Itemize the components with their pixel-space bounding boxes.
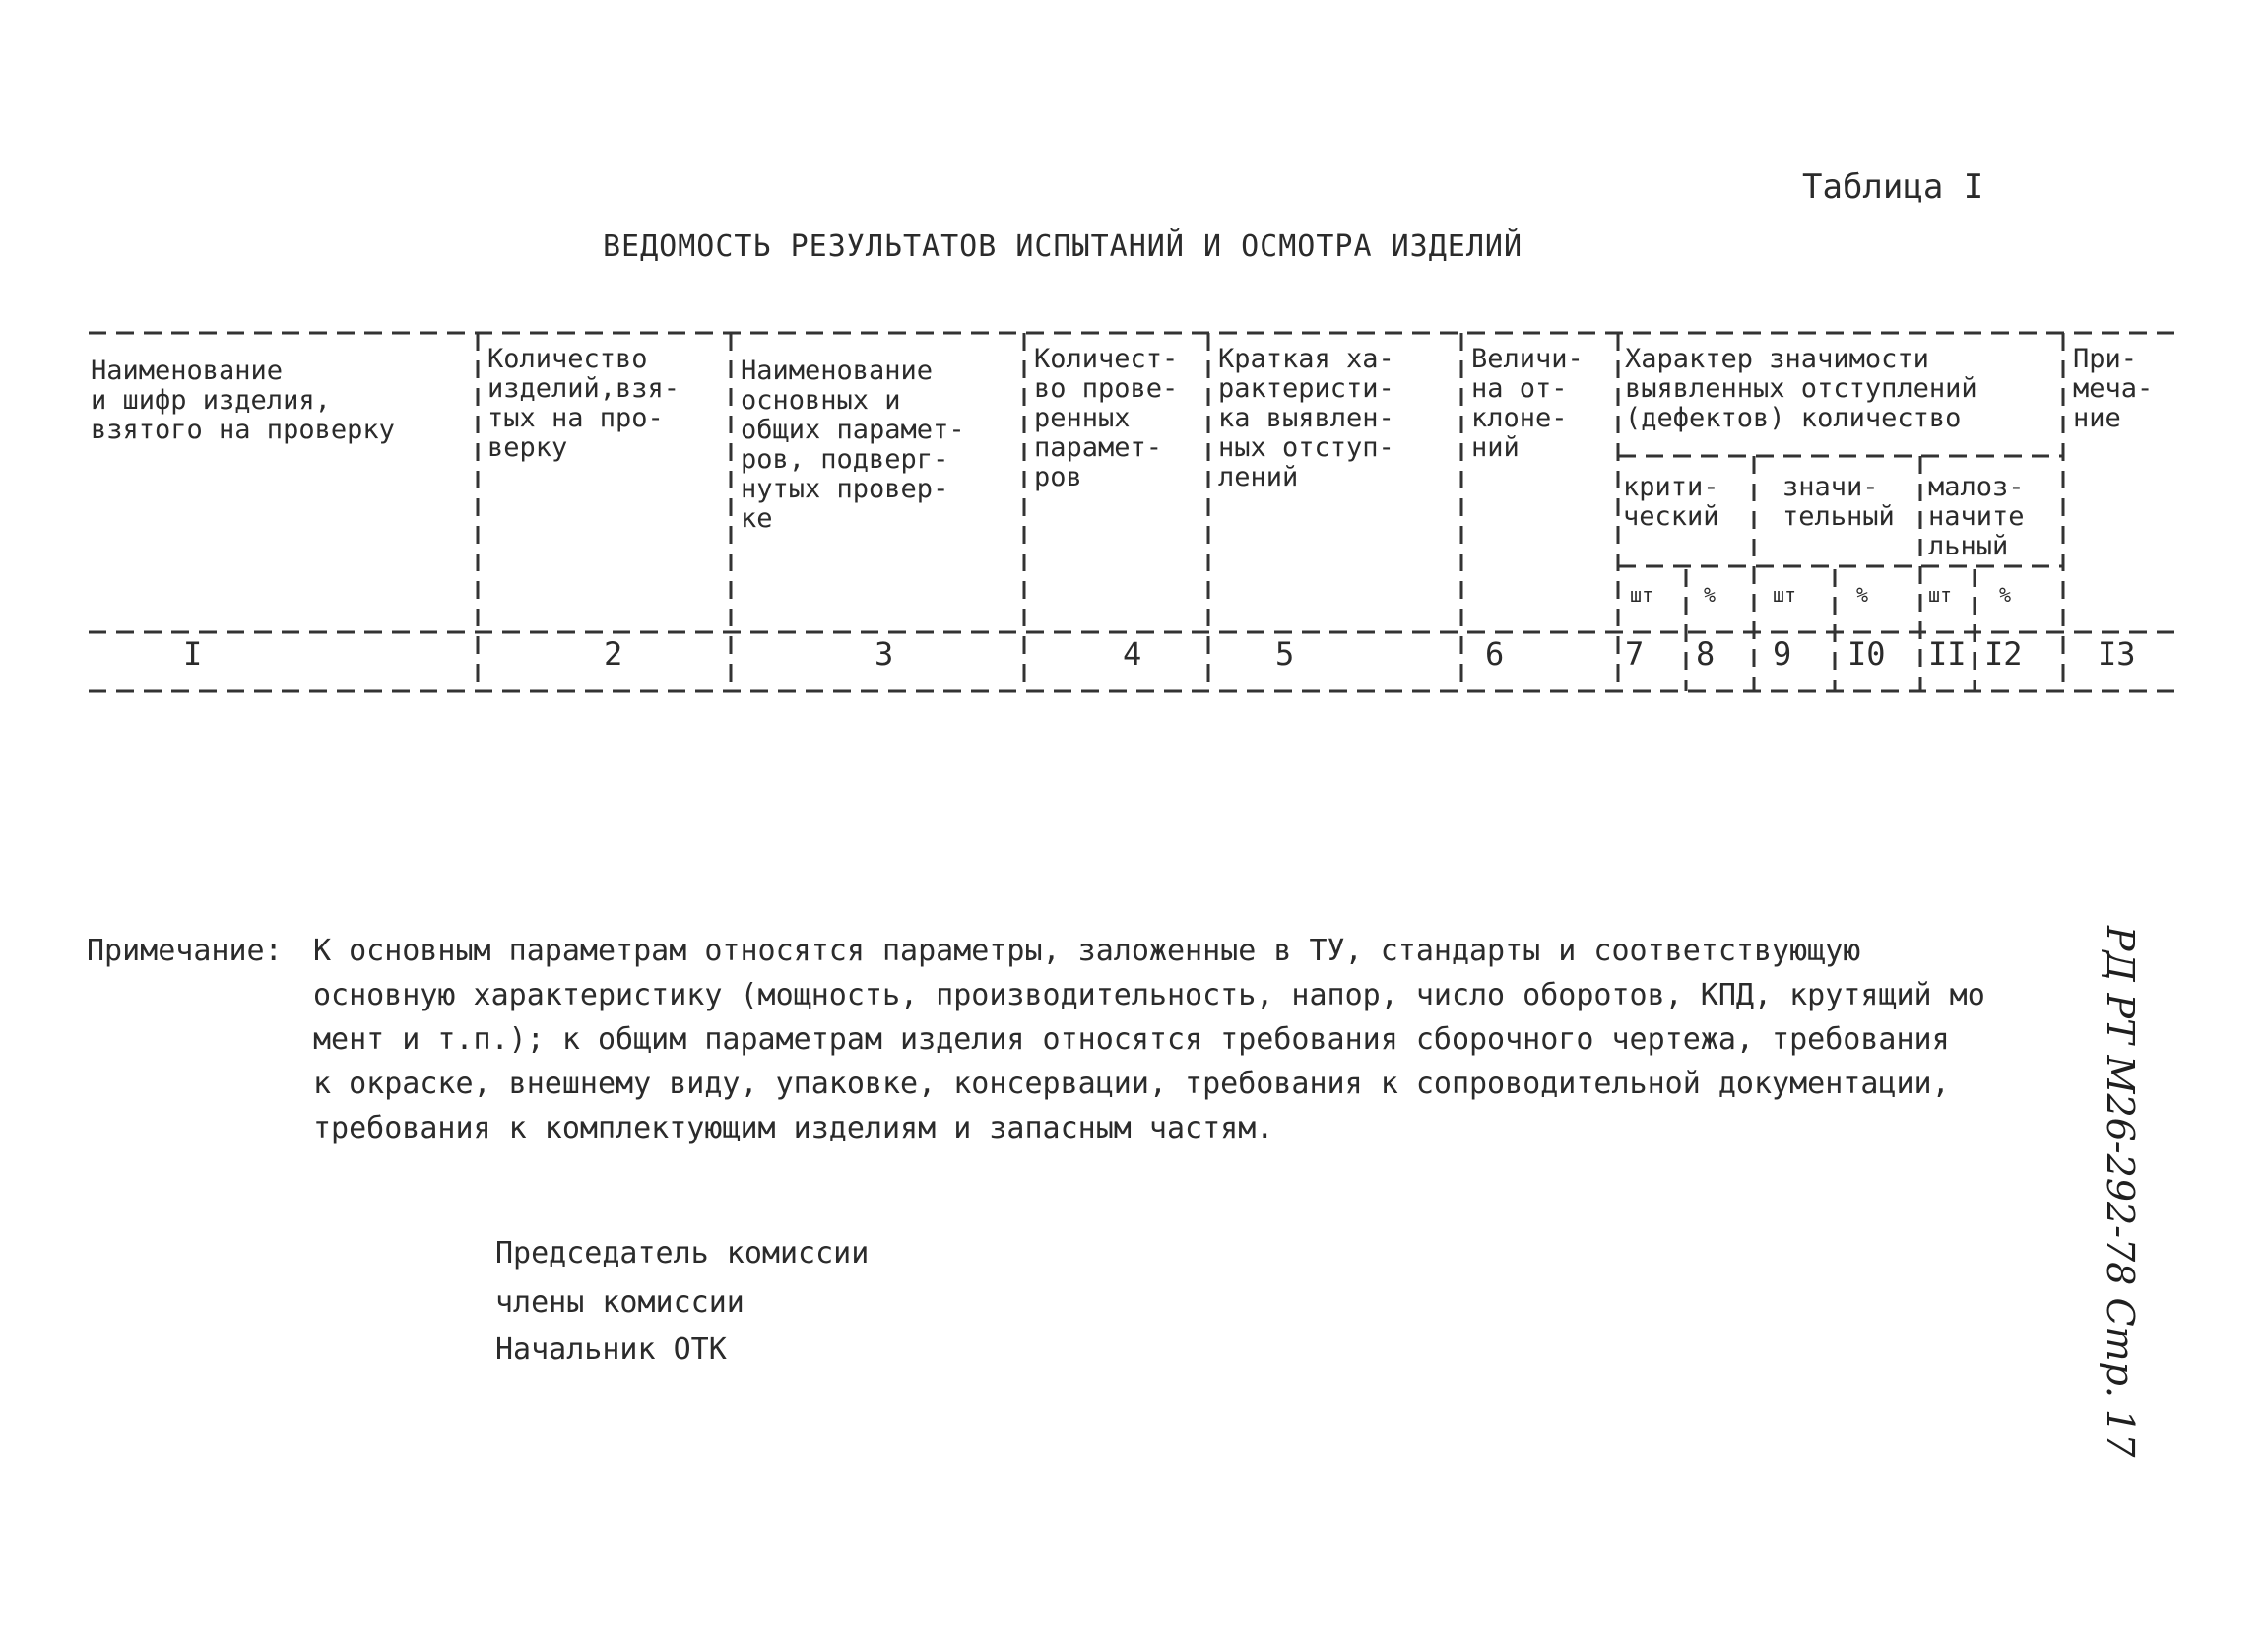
note-line-3: мент и т.п.); к общим параметрам изделия относятся требования сборочного чертежа, требования <box>313 1022 1950 1057</box>
column-number-5: 5 <box>1275 635 1295 673</box>
header-remarks: При- меча- ние <box>2073 344 2154 433</box>
column-number-6: 6 <box>1485 635 1505 673</box>
header-deviations-description: Краткая ха- рактеристи- ка выявлен- ных отступ- лений <box>1218 344 1394 492</box>
unit-percent-minor: % <box>1999 583 2012 607</box>
column-number-8: 8 <box>1696 635 1716 673</box>
unit-percent-critical: % <box>1704 583 1717 607</box>
column-number-2: 2 <box>604 635 623 673</box>
subheader-critical: крити- ческий <box>1623 472 1719 532</box>
header-product-name: Наименование и шифр изделия, взятого на проверку <box>91 356 395 445</box>
header-defect-significance: Характер значимости выявленных отступлений (дефектов) количество <box>1625 344 1977 433</box>
column-number-12: I2 <box>1984 635 2023 673</box>
note-label: Примечание: <box>87 934 283 968</box>
document-code: РД РТ М26-292-78 Стр. 17 <box>2099 926 2142 1458</box>
document-title: ВЕДОМОСТЬ РЕЗУЛЬТАТОВ ИСПЫТАНИЙ И ОСМОТРА ИЗДЕЛИЙ <box>603 229 1523 264</box>
signature-chairman: Председатель комиссии <box>495 1236 870 1270</box>
note-line-4: к окраске, внешнему виду, упаковке, консервации, требования к сопроводительной документации, <box>313 1067 1950 1101</box>
column-number-3: 3 <box>875 635 894 673</box>
header-parameters-checked: Наименование основных и общих парамет- ров, подверг- нутых провер- ке <box>741 356 965 534</box>
unit-pcs-critical: шт <box>1630 583 1654 607</box>
column-number-7: 7 <box>1625 635 1645 673</box>
column-number-10: I0 <box>1847 635 1886 673</box>
column-number-11: II <box>1928 635 1967 673</box>
signature-otk-head: Начальник ОТК <box>495 1333 727 1367</box>
subheader-minor: малоз- начите льный <box>1928 472 2025 561</box>
unit-percent-significant: % <box>1856 583 1869 607</box>
table-label: Таблица I <box>1802 167 1984 207</box>
column-number-4: 4 <box>1123 635 1142 673</box>
unit-pcs-minor: шт <box>1928 583 1953 607</box>
unit-pcs-significant: шт <box>1773 583 1797 607</box>
note-line-2: основную характеристику (мощность, производительность, напор, число оборотов, КПД, крутящий мо <box>313 978 1985 1012</box>
header-parameters-count: Количест- во прове- ренных парамет- ров <box>1034 344 1179 492</box>
note-line-1: К основным параметрам относятся параметры, заложенные в ТУ, стандарты и соответствующую <box>313 934 1861 968</box>
note-line-5: требования к комплектующим изделиям и запасным частям. <box>313 1111 1274 1145</box>
column-number-1: I <box>183 635 203 673</box>
column-number-13: I3 <box>2098 635 2136 673</box>
subheader-significant: значи- тельный <box>1782 472 1895 532</box>
signature-members: члены комиссии <box>495 1285 745 1320</box>
header-deviation-magnitude: Величи- на от- клоне- ний <box>1471 344 1584 463</box>
column-number-9: 9 <box>1773 635 1792 673</box>
header-quantity-taken: Количество изделий,взя- тых на про- верку <box>487 344 680 463</box>
